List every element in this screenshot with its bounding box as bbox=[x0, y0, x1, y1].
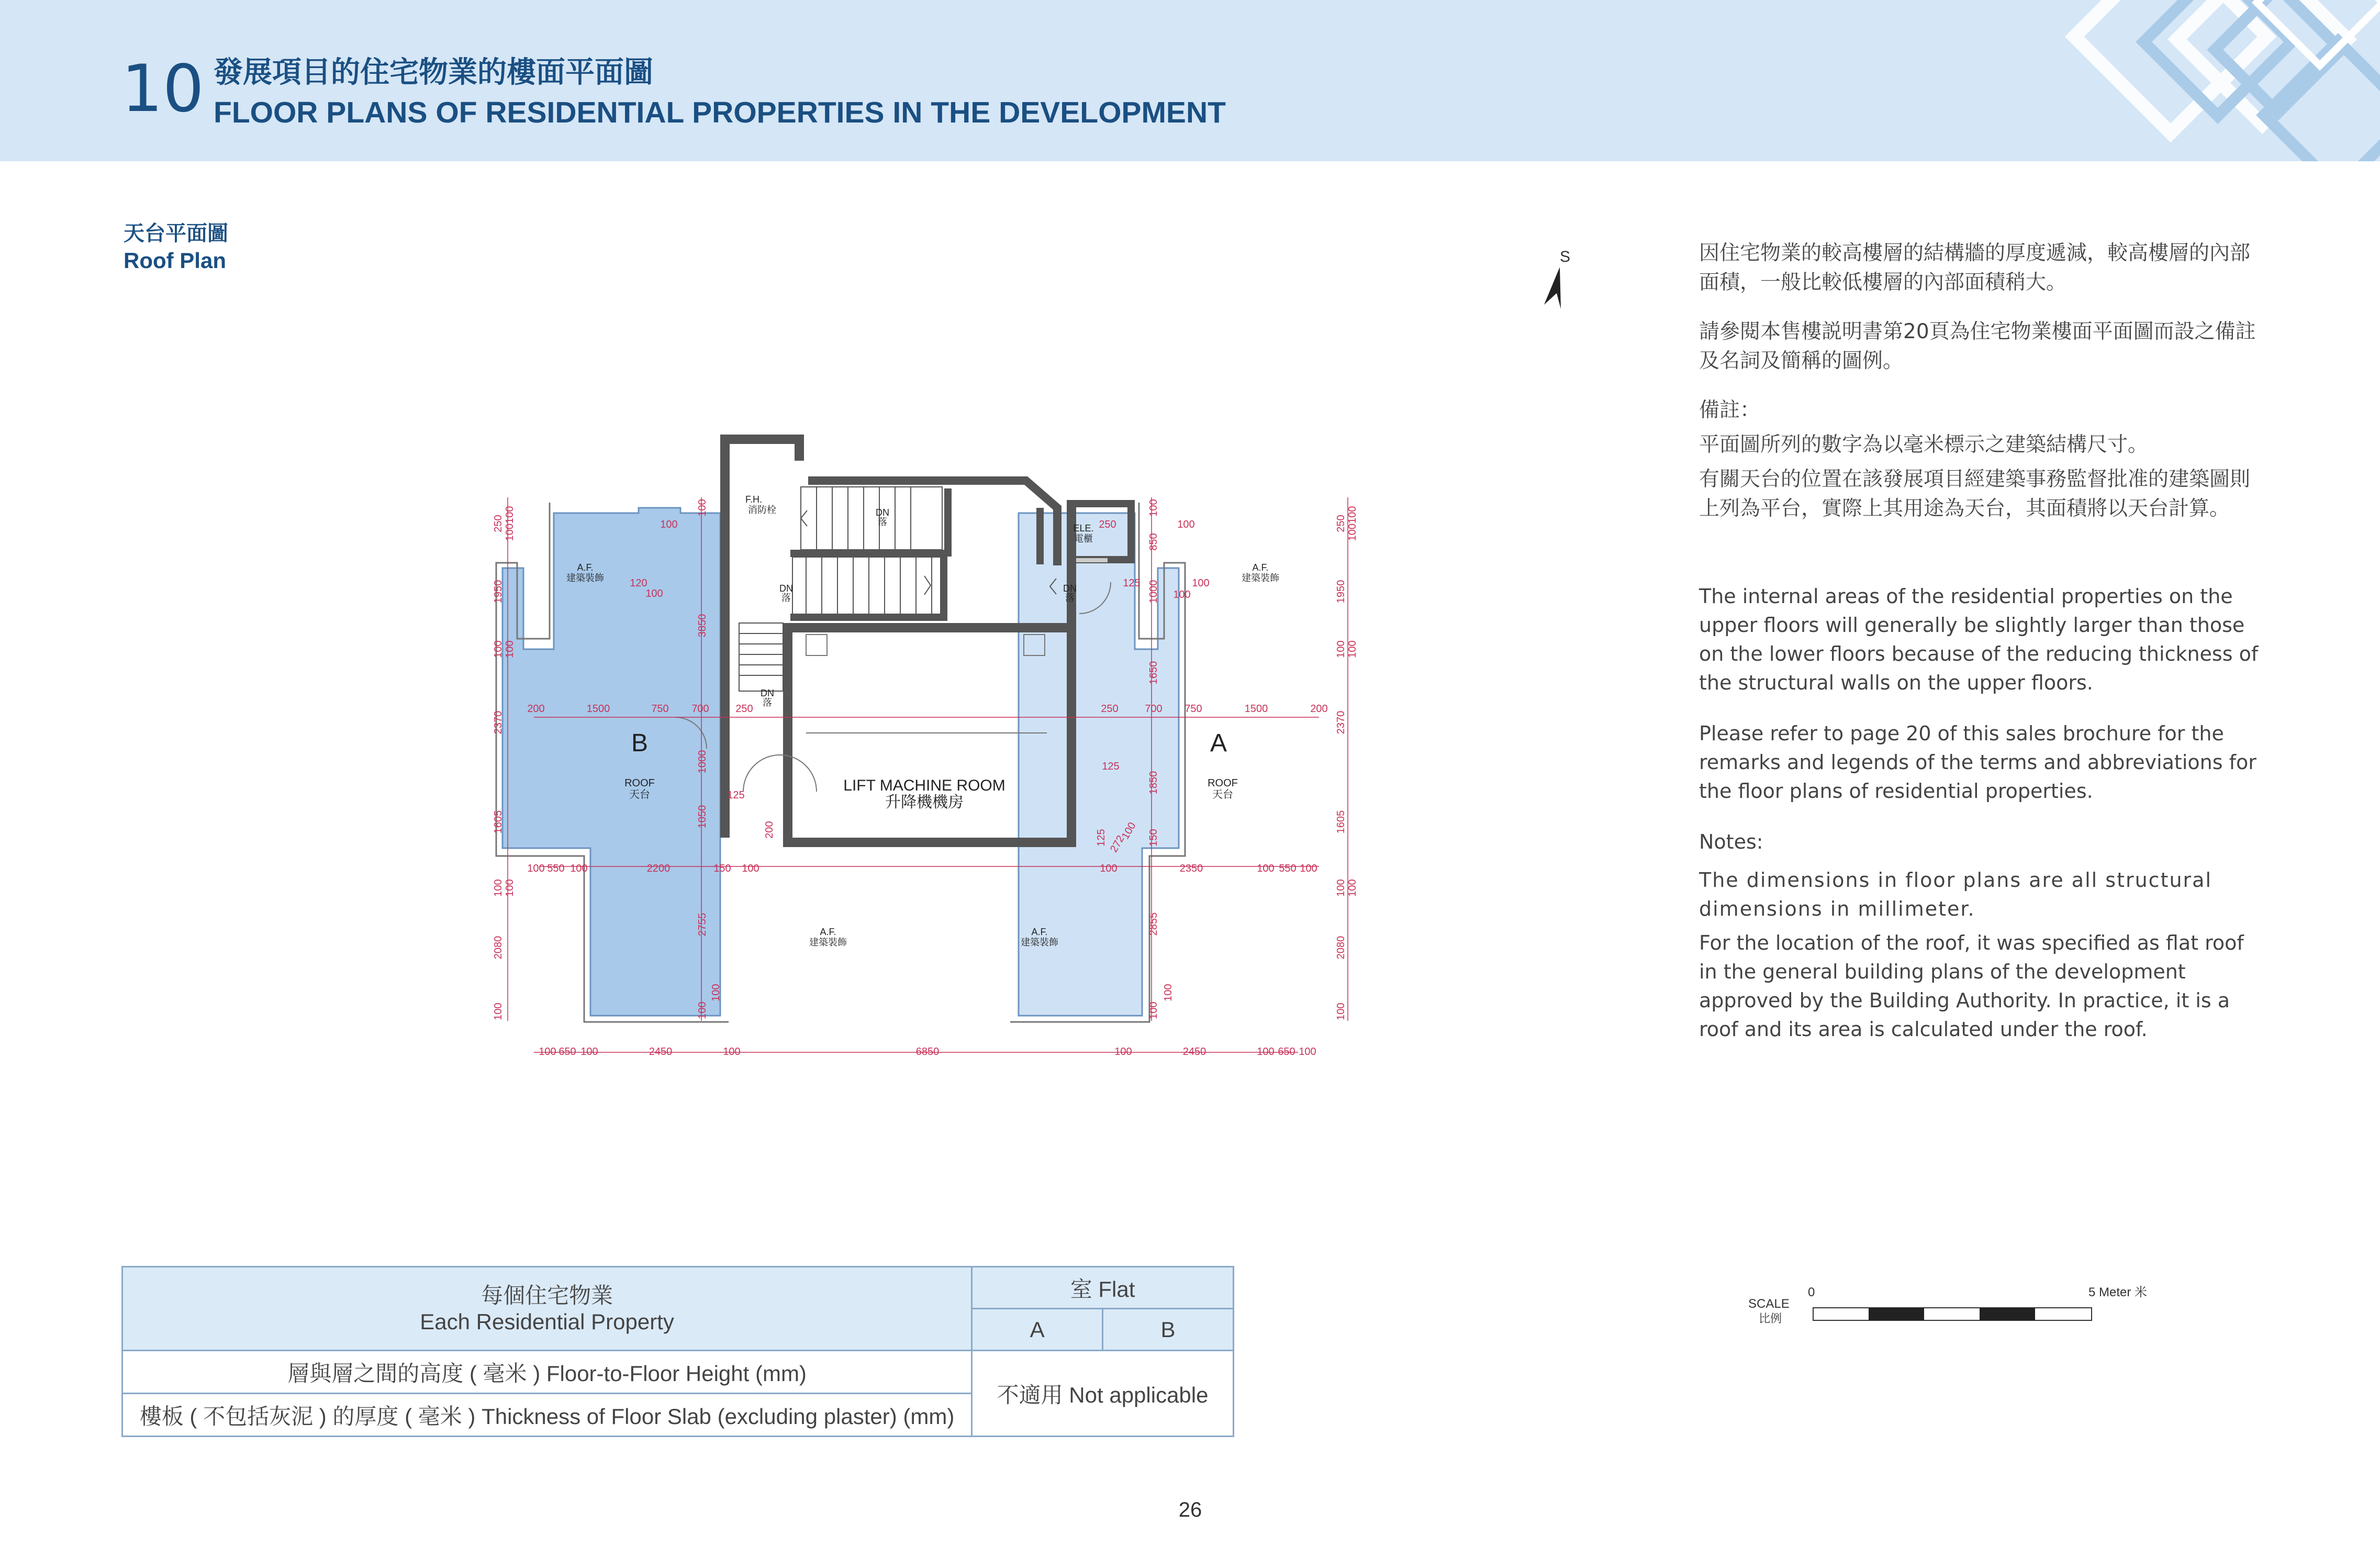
dim-text-v: 2755 bbox=[697, 913, 708, 937]
lift-room-en: LIFT MACHINE ROOM bbox=[843, 777, 1005, 794]
remark-1-en: The dimensions in floor plans are all structural dimensions in millimeter. bbox=[1699, 869, 2213, 920]
af-label-a-zh: 建築裝飾 bbox=[1242, 573, 1279, 583]
table-header-en: Each Residential Property bbox=[420, 1309, 674, 1334]
dim-text: 100 bbox=[742, 863, 759, 874]
roof-b-en: ROOF bbox=[624, 777, 655, 789]
dim-text-v: 250 bbox=[1335, 515, 1347, 532]
dim-text-v: 100 bbox=[1347, 640, 1358, 658]
dn-label-3: DN bbox=[1063, 583, 1077, 594]
dim-text-v: 100 bbox=[710, 984, 722, 1002]
dn-label-1-zh: 落 bbox=[878, 517, 887, 527]
table-col-a: A bbox=[972, 1309, 1103, 1351]
ele-zh: 電櫃 bbox=[1074, 533, 1093, 544]
dim-text-v: 100 bbox=[1148, 1002, 1159, 1019]
dim-text-v: 100100 bbox=[504, 506, 516, 541]
dim-text: 1500 bbox=[586, 703, 610, 715]
table-col-b: B bbox=[1103, 1309, 1234, 1351]
dn-label-2: DN bbox=[779, 583, 793, 594]
dim-text: 100 bbox=[645, 588, 663, 599]
dim-text: 150 bbox=[713, 863, 731, 874]
dim-text-v: 3850 bbox=[697, 614, 708, 638]
notes-column bbox=[1699, 239, 2264, 1044]
dim-text: 650 bbox=[1278, 1046, 1295, 1058]
dim-text-v: 100 bbox=[1347, 879, 1358, 897]
remark-2-zh: 有關天台的位置在該發展項目經建築事務監督批准的建築圖則上列為平台，實際上其用途為天台，其面積將以天台計算。 bbox=[1699, 468, 2251, 520]
af-label-mid-2: A.F. bbox=[1031, 927, 1048, 937]
dim-text-v: 250 bbox=[493, 515, 504, 532]
dim-text-v: 1000 bbox=[1148, 580, 1159, 604]
floor-height-table bbox=[121, 1266, 1234, 1437]
roof-a-en: ROOF bbox=[1208, 777, 1238, 789]
lift-room-zh: 升降機機房 bbox=[885, 794, 964, 811]
dim-text: 100 bbox=[539, 1046, 556, 1058]
section-title-en: FLOOR PLANS OF RESIDENTIAL PROPERTIES IN THE DEVELOPMENT bbox=[214, 96, 1226, 129]
dn-label-3-zh: 落 bbox=[1065, 593, 1075, 603]
dim-text-v: 100 bbox=[504, 879, 516, 897]
dim-text: 2350 bbox=[1179, 863, 1203, 874]
dim-text: 650 bbox=[558, 1046, 576, 1058]
dim-text: 200 bbox=[1310, 703, 1328, 715]
dim-text: 250 bbox=[1099, 519, 1116, 530]
dim-text: 250 bbox=[1101, 703, 1119, 715]
ele-en: ELE. bbox=[1073, 523, 1094, 533]
remark-1-zh: 平面圖所列的數字為以毫米標示之建築結構尺寸。 bbox=[1699, 433, 2149, 457]
dim-text: 2450 bbox=[1182, 1046, 1206, 1058]
dim-text-v: 200 bbox=[764, 821, 775, 839]
roof-a-zh: 天台 bbox=[1212, 789, 1233, 800]
scale-max: 5 Meter 米 bbox=[2088, 1285, 2148, 1299]
dim-text-v: 100 bbox=[1119, 820, 1138, 841]
dim-text: 100 bbox=[723, 1046, 741, 1058]
flat-a-label: A bbox=[1210, 729, 1227, 757]
table-header-zh: 每個住宅物業 bbox=[481, 1282, 613, 1308]
section-number: 10 bbox=[121, 51, 204, 127]
dim-text-v: 1950 bbox=[493, 580, 504, 604]
roof-b-zh: 天台 bbox=[629, 789, 650, 800]
section-title-zh: 發展項目的住宅物業的樓面平面圖 bbox=[214, 55, 653, 90]
dn-label-4: DN bbox=[761, 688, 774, 698]
dim-text-v: 100 bbox=[697, 1002, 708, 1019]
scale-label-en: SCALE bbox=[1748, 1297, 1790, 1311]
dim-text: 700 bbox=[691, 703, 709, 715]
dim-text: 100 bbox=[1192, 577, 1210, 589]
dim-text-v: 100 bbox=[1335, 640, 1347, 658]
af-label-mid-2-zh: 建築裝飾 bbox=[1021, 937, 1058, 948]
scale-label-zh: 比例 bbox=[1759, 1312, 1782, 1325]
dim-text-v: 1605 bbox=[493, 810, 504, 834]
dim-text: 200 bbox=[527, 703, 545, 715]
dim-text: 750 bbox=[1185, 703, 1202, 715]
notes-heading-en: Notes: bbox=[1699, 830, 1763, 853]
dim-text: 100 bbox=[570, 863, 588, 874]
dim-text-v: 1950 bbox=[1335, 580, 1347, 604]
af-label-a: A.F. bbox=[1252, 562, 1269, 573]
dim-text: 125 bbox=[1102, 761, 1120, 772]
north-arrow-icon bbox=[1534, 246, 1576, 314]
dim-text: 250 bbox=[735, 703, 753, 715]
dim-text: 700 bbox=[1145, 703, 1163, 715]
dim-text: 125 bbox=[727, 789, 745, 801]
dim-text: 125 bbox=[1123, 577, 1141, 589]
dim-text-v: 100 bbox=[504, 640, 516, 658]
dn-label-4-zh: 落 bbox=[763, 697, 772, 708]
dim-text-v: 1000 bbox=[697, 750, 708, 774]
dim-text-v: 150 bbox=[1148, 829, 1159, 847]
fh-en: F.H. bbox=[745, 494, 763, 505]
dim-text-v: 100 bbox=[1335, 879, 1347, 897]
roof-floor-plan bbox=[471, 419, 1392, 1078]
table-row-floor-height: 層與層之間的高度 ( 毫米 ) Floor-to-Floor Height (mm) bbox=[122, 1351, 972, 1394]
dim-text-v: 100 bbox=[493, 640, 504, 658]
remarks-heading-zh: 備註： bbox=[1699, 398, 1761, 422]
note-refer-en: Please refer to page 20 of this sales brochure for the remarks and legends of the terms and abbreviations for the floor plans of residential properties. bbox=[1699, 722, 2256, 803]
scale-zero: 0 bbox=[1808, 1285, 1815, 1299]
dim-text: 100 bbox=[660, 519, 678, 530]
remark-2-en: For the location of the roof, it was specified as flat roof in the general building plans of the development approved by the Building Authority. In practice, it is a roof and its area is calculated under the roof. bbox=[1699, 931, 2244, 1041]
dim-text-v: 100 bbox=[1335, 1003, 1347, 1020]
dim-text-v: 100 bbox=[493, 1003, 504, 1020]
dim-text: 120 bbox=[630, 577, 647, 589]
dim-text-v: 1605 bbox=[1335, 810, 1347, 834]
dim-text: 100 bbox=[527, 863, 545, 874]
dim-text-v: 125 bbox=[1096, 829, 1107, 847]
table-header-flat: 室 Flat bbox=[972, 1267, 1234, 1309]
dim-text: 100 bbox=[1100, 863, 1118, 874]
dim-text: 6850 bbox=[915, 1046, 940, 1058]
table-header-property bbox=[122, 1267, 972, 1351]
dim-text-v: 1650 bbox=[1148, 661, 1159, 685]
dim-text-v: 850 bbox=[1148, 533, 1159, 551]
fh-zh: 消防栓 bbox=[748, 505, 776, 515]
scale-bar bbox=[1743, 1282, 2162, 1334]
table-row-slab-thickness: 樓板 ( 不包括灰泥 ) 的厚度 ( 毫米 ) Thickness of Floor Slab (excluding plaster) (mm) bbox=[122, 1394, 972, 1437]
dim-text: 1500 bbox=[1244, 703, 1268, 715]
dim-text: 550 bbox=[1279, 863, 1297, 874]
dim-text-v: 1850 bbox=[1148, 771, 1159, 795]
subheading-en: Roof Plan bbox=[124, 248, 226, 273]
dn-label-1: DN bbox=[876, 507, 889, 518]
af-label-b-zh: 建築裝飾 bbox=[566, 573, 604, 583]
dim-text: 2450 bbox=[649, 1046, 673, 1058]
dim-text-v: 2370 bbox=[1335, 710, 1347, 735]
dim-text: 550 bbox=[547, 863, 565, 874]
dim-text-v: 1050 bbox=[697, 805, 708, 829]
dim-text-v: 272 bbox=[1108, 833, 1127, 854]
table-value-not-applicable: 不適用 Not applicable bbox=[972, 1351, 1234, 1437]
header-band bbox=[0, 0, 2380, 161]
af-label-mid-1-zh: 建築裝飾 bbox=[809, 937, 847, 948]
note-refer-zh: 請參閱本售樓説明書第20頁為住宅物業樓面平面圖而設之備註及名詞及簡稱的圖例。 bbox=[1699, 320, 2256, 373]
page-number: 26 bbox=[1178, 1498, 1202, 1521]
dim-text-v: 2080 bbox=[493, 936, 504, 960]
decorative-diamond-pattern bbox=[1982, 0, 2380, 161]
dim-text: 100 bbox=[1177, 519, 1195, 530]
flat-b-label: B bbox=[631, 729, 649, 757]
subheading-zh: 天台平面圖 bbox=[124, 221, 228, 246]
dim-text: 100 bbox=[1257, 1046, 1275, 1058]
note-internal-area-zh: 因住宅物業的較高樓層的結構牆的厚度遞減，較高樓層的內部面積，一般比較低樓層的內部面積稍大。 bbox=[1699, 241, 2251, 294]
dim-text: 100 bbox=[1299, 1046, 1316, 1058]
dim-text-v: 100 bbox=[1148, 499, 1159, 517]
af-label-b: A.F. bbox=[577, 562, 594, 573]
north-label: S bbox=[1560, 248, 1571, 265]
dim-text-v: 2080 bbox=[1335, 936, 1347, 960]
af-label-mid-1: A.F. bbox=[820, 927, 836, 937]
dim-text-v: 2855 bbox=[1148, 912, 1159, 936]
dim-text: 100 bbox=[580, 1046, 598, 1058]
dim-text-v: 100 bbox=[493, 879, 504, 897]
flat-b-roof-area bbox=[502, 508, 720, 1016]
dim-text-v: 100100 bbox=[1347, 506, 1358, 541]
wall-left-core bbox=[720, 435, 730, 838]
dim-text: 2200 bbox=[646, 863, 671, 874]
dim-text: 750 bbox=[651, 703, 669, 715]
dim-text-v: 100 bbox=[1163, 984, 1174, 1002]
dim-text-v: 100 bbox=[697, 499, 708, 517]
dn-label-2-zh: 落 bbox=[781, 593, 791, 603]
dim-text-v: 2370 bbox=[493, 710, 504, 735]
dim-text: 100 bbox=[1173, 589, 1191, 600]
dim-text: 100 bbox=[1114, 1046, 1132, 1058]
dim-text: 100 bbox=[1257, 863, 1275, 874]
note-internal-area-en: The internal areas of the residential properties on the upper floors will generally be slightly larger than those on the lower floors because of the reducing thickness of the structural walls on the upper floors. bbox=[1699, 585, 2259, 694]
dim-text: 100 bbox=[1300, 863, 1317, 874]
